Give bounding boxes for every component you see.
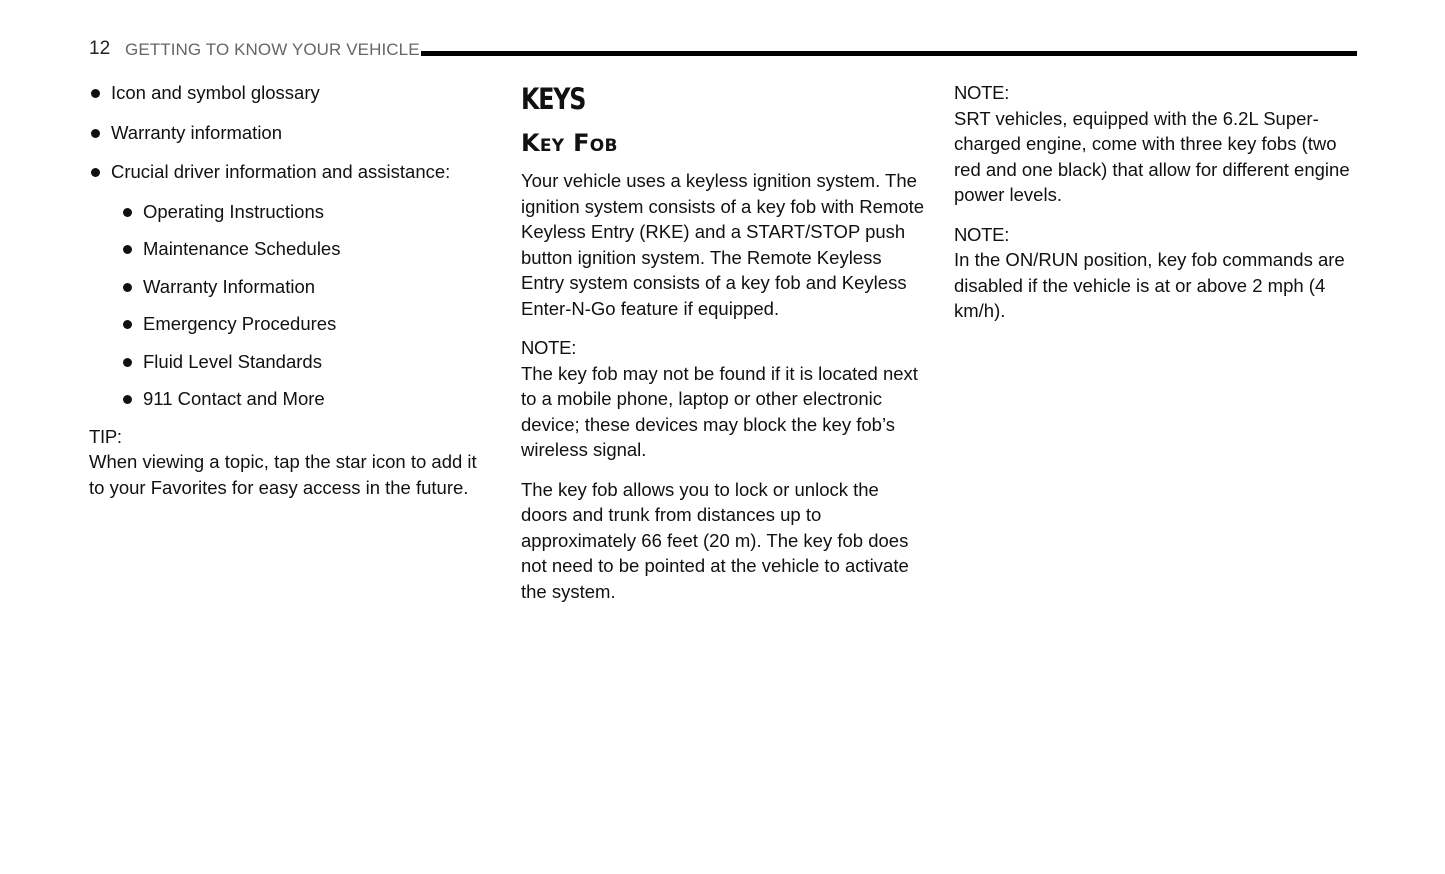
note-label: NOTE: — [954, 82, 1010, 103]
driver-info-sublist — [89, 199, 494, 412]
column-middle — [521, 80, 926, 618]
feature-list — [89, 80, 494, 185]
list-item: Warranty information — [89, 120, 494, 146]
sub-list-item: Operating Instructions — [89, 199, 494, 225]
list-item: Icon and symbol glossary — [89, 80, 494, 106]
list-item: Crucial driver information and assistance: — [89, 159, 494, 185]
column-right — [954, 80, 1359, 338]
note-text: The key fob may not be found if it is located next to a mobile phone, laptop or other electronic device; these devices may block the key fob’s wireless signal. — [521, 362, 918, 460]
page-number: 12 — [89, 38, 111, 59]
header-divider — [421, 51, 1357, 56]
column-left — [89, 80, 494, 514]
note-label: NOTE: — [521, 337, 577, 358]
sub-list-item: 911 Contact and More — [89, 386, 494, 412]
page-header — [89, 38, 1357, 62]
srt-note-text: SRT vehicles, equipped with the 6.2L Super-charged engine, come with three key fobs (two red and one black) that allow for different engine power levels. — [954, 107, 1350, 205]
key-fob-range-text: The key fob allows you to lock or unlock the doors and trunk from distances up to approximately 66 feet (20 m). The key fob does not need to be pointed at the vehicle to activate the system. — [521, 478, 909, 602]
key-fob-intro: Your vehicle uses a keyless ignition system. The ignition system consists of a key fob with Remote Keyless Entry (RKE) and a START/STOP push button ignition system. The Remote Keyless Entry system consists of a key fob and Keyless Enter-N-Go feature if equipped. — [521, 170, 925, 319]
on-run-note-text: In the ON/RUN position, key fob commands are disabled if the vehicle is at or above 2 mph (4 km/h). — [954, 249, 1345, 321]
tip-text: When viewing a topic, tap the star icon to add it to your Favorites for easy access in the future. — [89, 451, 477, 498]
sub-list-item: Maintenance Schedules — [89, 236, 494, 262]
keys-heading: KEYS — [521, 82, 586, 116]
sub-list-item: Emergency Procedures — [89, 311, 494, 337]
note-label: NOTE: — [954, 223, 1010, 245]
sub-list-item: Fluid Level Standards — [89, 349, 494, 375]
section-title: GETTING TO KNOW YOUR VEHICLE — [125, 40, 420, 59]
tip-label: TIP: — [89, 425, 122, 447]
sub-list-item: Warranty Information — [89, 274, 494, 300]
key-fob-heading: Key Fob — [521, 129, 618, 157]
